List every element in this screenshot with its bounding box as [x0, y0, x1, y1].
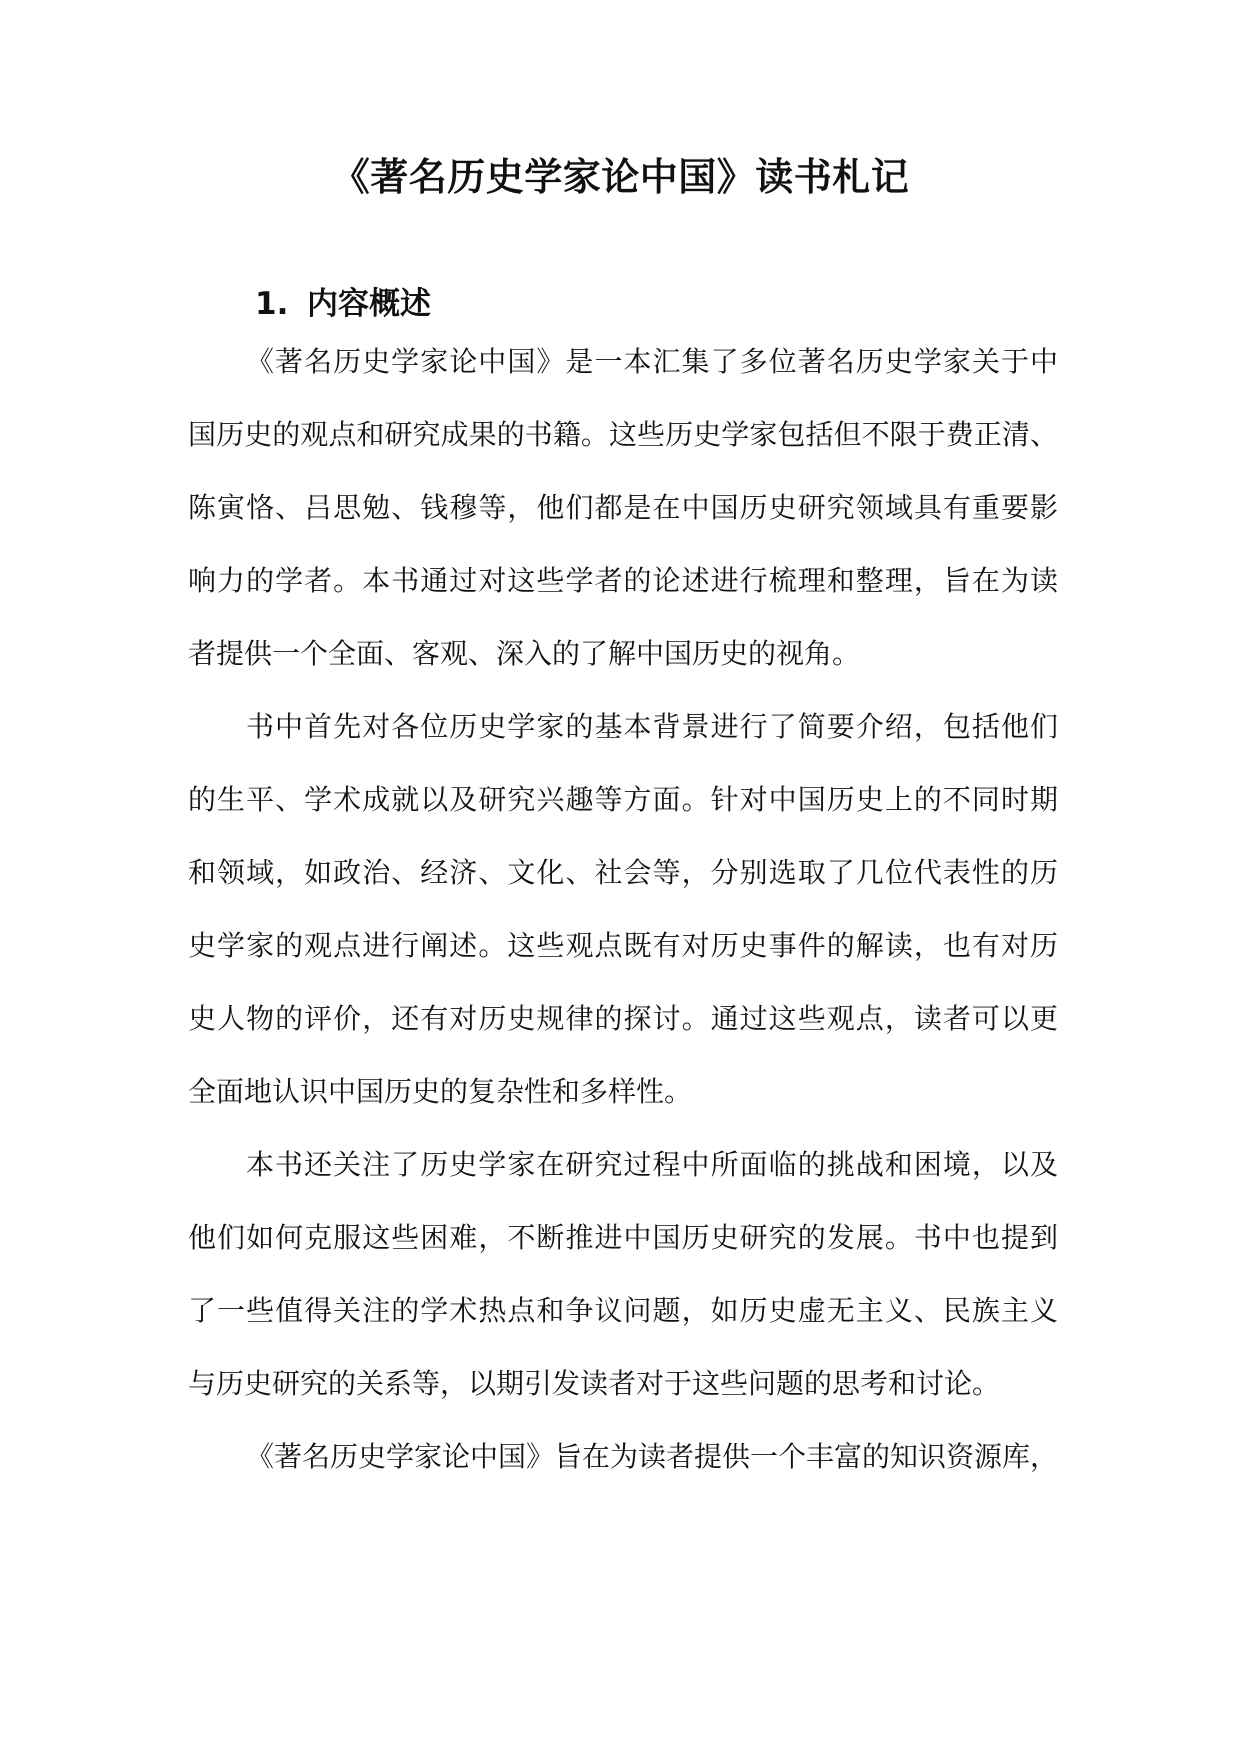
- paragraph-line: 书中首先对各位历史学家的基本背景进行了简要介绍，包括他们: [246, 710, 1058, 743]
- section-heading-text: 内容概述: [307, 286, 431, 322]
- paragraph-line: 本书还关注了历史学家在研究过程中所面临的挑战和困境，以及: [246, 1148, 1058, 1181]
- section-heading: [255, 282, 431, 326]
- document-title: 《著名历史学家论中国》读书札记: [331, 155, 910, 199]
- paragraph-line: 全面地认识中国历史的复杂性和多样性。: [188, 1075, 693, 1108]
- paragraph-line: 与历史研究的关系等，以期引发读者对于这些问题的思考和讨论。: [188, 1367, 1001, 1400]
- paragraph-line: 和领域，如政治、经济、文化、社会等，分别选取了几位代表性的历: [188, 856, 1058, 889]
- section-number: 1.: [255, 286, 289, 322]
- paragraph-line: 国历史的观点和研究成果的书籍。这些历史学家包括但不限于费正清、: [188, 418, 1058, 451]
- paragraph-line: 《著名历史学家论中国》旨在为读者提供一个丰富的知识资源库，: [246, 1440, 1059, 1473]
- paragraph-line: 响力的学者。本书通过对这些学者的论述进行梳理和整理，旨在为读: [188, 564, 1058, 597]
- paragraph-1: [188, 325, 1058, 690]
- paragraph-3: [188, 1128, 1058, 1420]
- paragraph-4: [188, 1420, 1058, 1493]
- paragraph-line: 了一些值得关注的学术热点和争议问题，如历史虚无主义、民族主义: [188, 1294, 1058, 1327]
- paragraph-line: 史学家的观点进行阐述。这些观点既有对历史事件的解读，也有对历: [188, 929, 1058, 962]
- paragraph-line: 《著名历史学家论中国》是一本汇集了多位著名历史学家关于中: [246, 345, 1058, 378]
- paragraph-line: 史人物的评价，还有对历史规律的探讨。通过这些观点，读者可以更: [188, 1002, 1058, 1035]
- paragraph-2: [188, 690, 1058, 1128]
- paragraph-line: 者提供一个全面、客观、深入的了解中国历史的视角。: [188, 637, 861, 670]
- paragraph-line: 他们如何克服这些困难，不断推进中国历史研究的发展。书中也提到: [188, 1221, 1058, 1254]
- paragraph-line: 陈寅恪、吕思勉、钱穆等，他们都是在中国历史研究领域具有重要影: [188, 491, 1058, 524]
- paragraph-line: 的生平、学术成就以及研究兴趣等方面。针对中国历史上的不同时期: [188, 783, 1058, 816]
